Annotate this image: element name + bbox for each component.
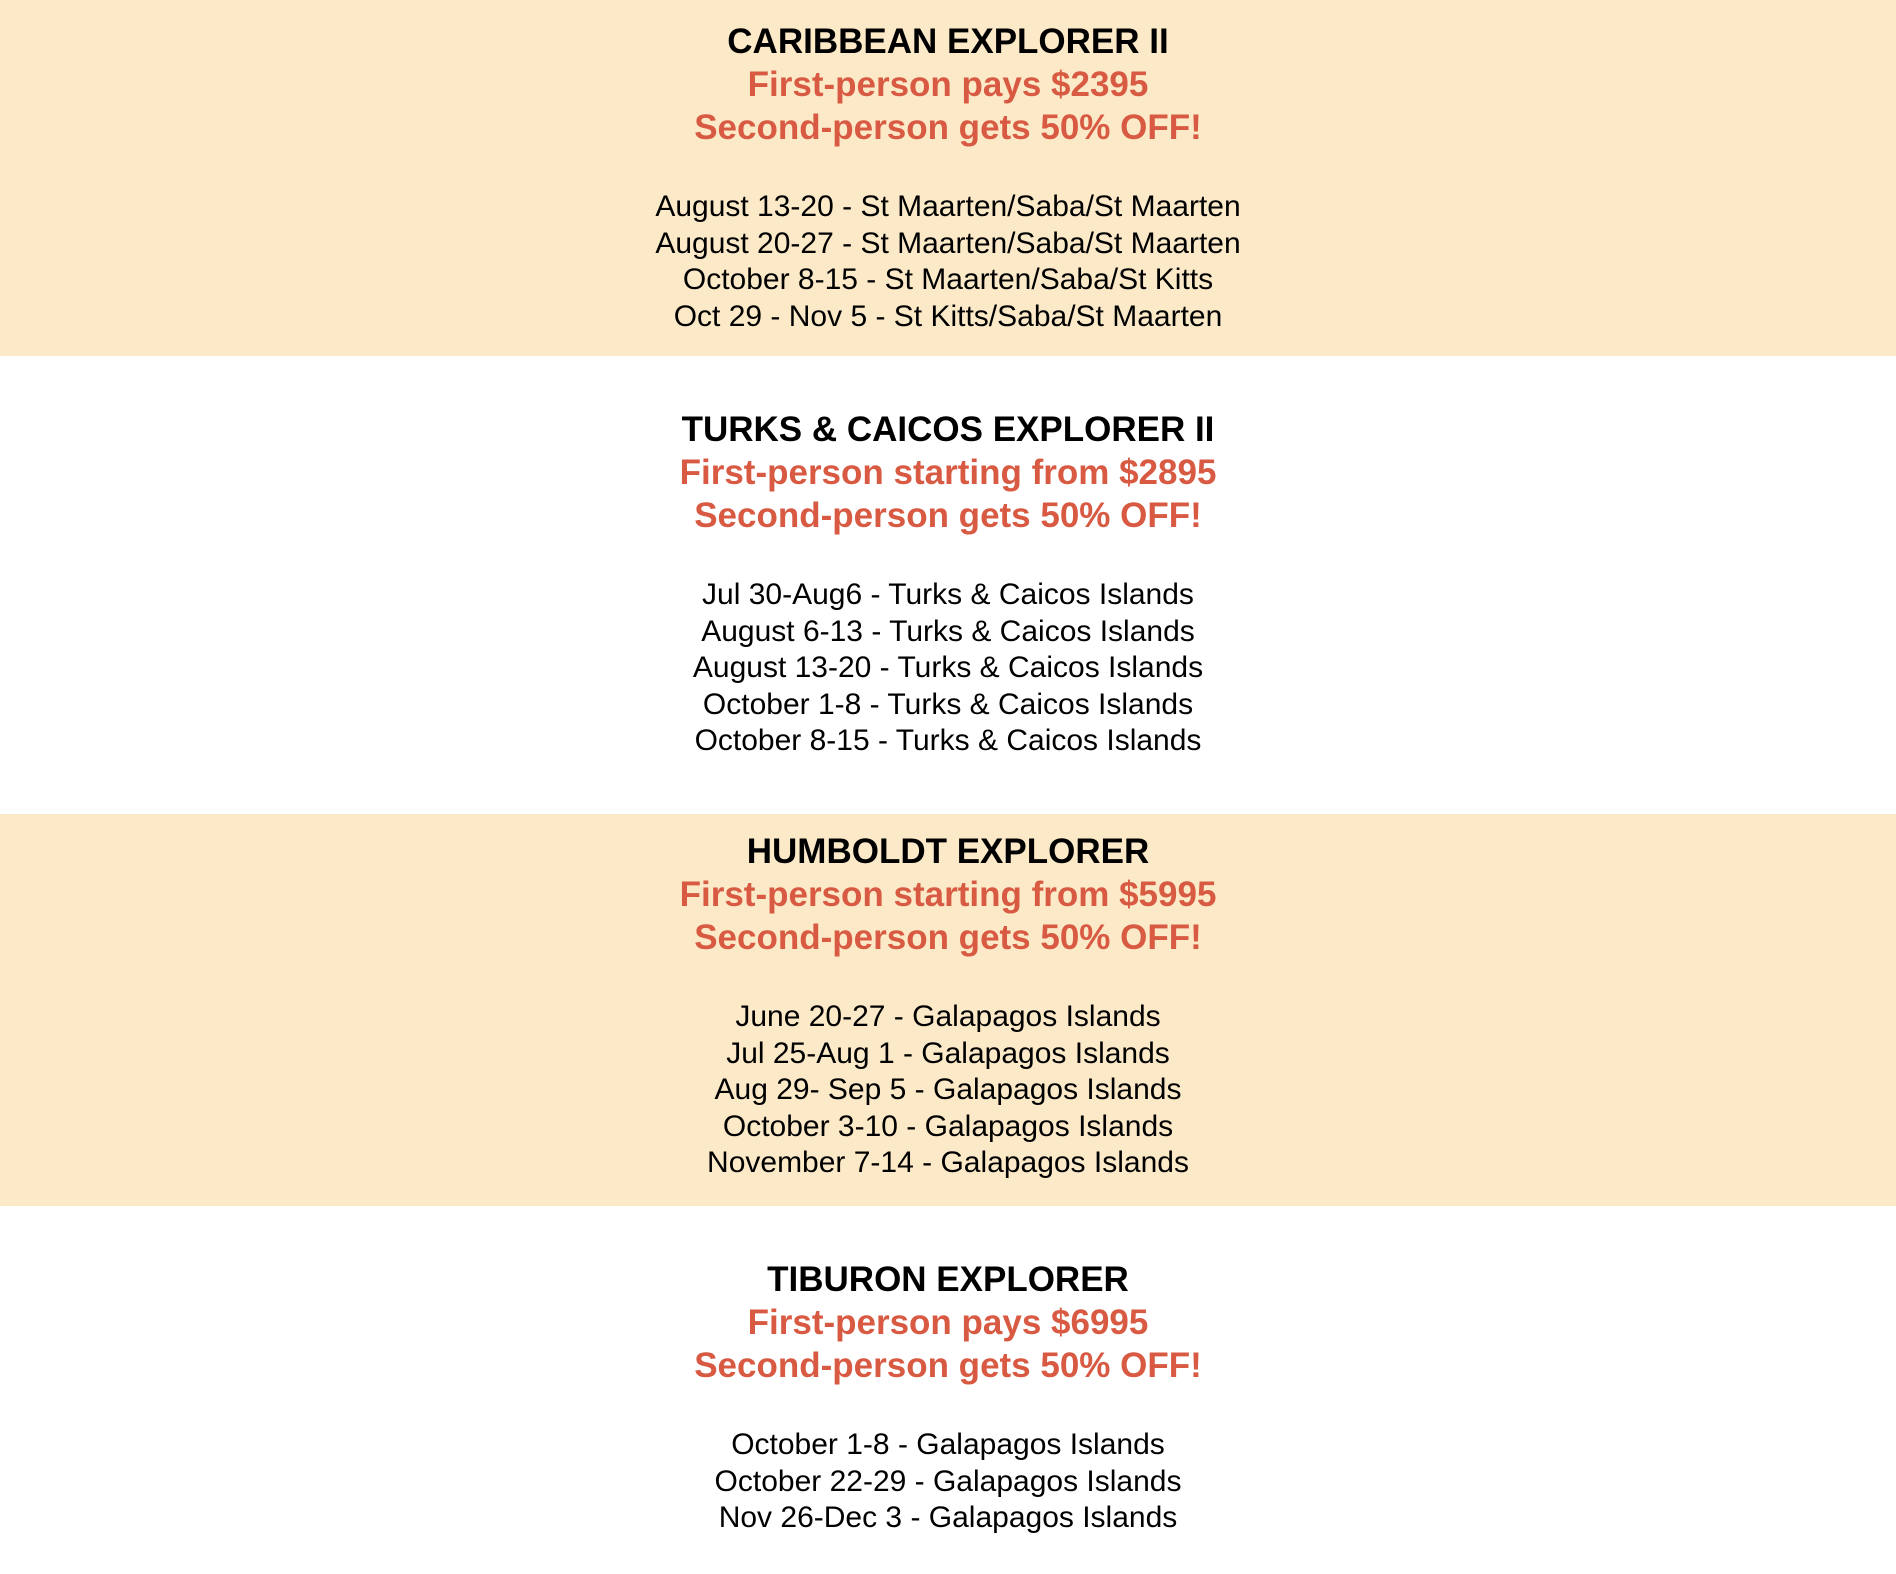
price-line: First-person pays $6995	[747, 1303, 1149, 1342]
date-item: Aug 29- Sep 5 - Galapagos Islands	[714, 1073, 1182, 1106]
date-item: August 6-13 - Turks & Caicos Islands	[701, 614, 1195, 648]
date-item: August 13-20 - St Maarten/Saba/St Maarten	[655, 190, 1241, 223]
date-item: November 7-14 - Galapagos Islands	[707, 1146, 1189, 1179]
price-line: First-person pays $2395	[747, 65, 1149, 104]
discount-line: Second-person gets 50% OFF!	[694, 108, 1202, 147]
date-item: October 3-10 - Galapagos Islands	[722, 1109, 1174, 1143]
discount-line: Second-person gets 50% OFF!	[694, 1346, 1202, 1385]
section-tiburon-explorer	[0, 1206, 1896, 1574]
date-item: Jul 25-Aug 1 - Galapagos Islands	[726, 1036, 1170, 1070]
section-caribbean-explorer-ii	[0, 0, 1896, 356]
discount-line: Second-person gets 50% OFF!	[694, 918, 1202, 957]
section-title: HUMBOLDT EXPLORER	[746, 832, 1150, 871]
discount-line: Second-person gets 50% OFF!	[694, 496, 1202, 535]
price-line: First-person starting from $2895	[679, 453, 1217, 492]
date-item: October 1-8 - Galapagos Islands	[731, 1428, 1165, 1461]
date-item: October 8-15 - St Maarten/Saba/St Kitts	[682, 263, 1214, 296]
date-item: Oct 29 - Nov 5 - St Kitts/Saba/St Maarten	[673, 299, 1223, 333]
date-list	[0, 189, 1896, 335]
date-item: October 1-8 - Turks & Caicos Islands	[702, 687, 1194, 721]
date-item: October 8-15 - Turks & Caicos Islands	[694, 724, 1202, 757]
date-item: August 13-20 - Turks & Caicos Islands	[692, 651, 1204, 684]
date-item: Jul 30-Aug6 - Turks & Caicos Islands	[702, 578, 1194, 611]
section-turks-caicos-explorer-ii	[0, 356, 1896, 814]
section-title: TIBURON EXPLORER	[767, 1260, 1129, 1299]
section-title: CARIBBEAN EXPLORER II	[727, 22, 1169, 61]
date-item: August 20-27 - St Maarten/Saba/St Maarten	[655, 226, 1241, 260]
date-list	[0, 1427, 1896, 1537]
date-item: June 20-27 - Galapagos Islands	[735, 1000, 1161, 1033]
price-line: First-person starting from $5995	[679, 875, 1217, 914]
date-list	[0, 577, 1896, 760]
section-title: TURKS & CAICOS EXPLORER II	[681, 410, 1215, 449]
date-item: Nov 26-Dec 3 - Galapagos Islands	[718, 1501, 1178, 1534]
date-item: October 22-29 - Galapagos Islands	[714, 1464, 1182, 1498]
section-humboldt-explorer	[0, 814, 1896, 1206]
date-list	[0, 999, 1896, 1182]
